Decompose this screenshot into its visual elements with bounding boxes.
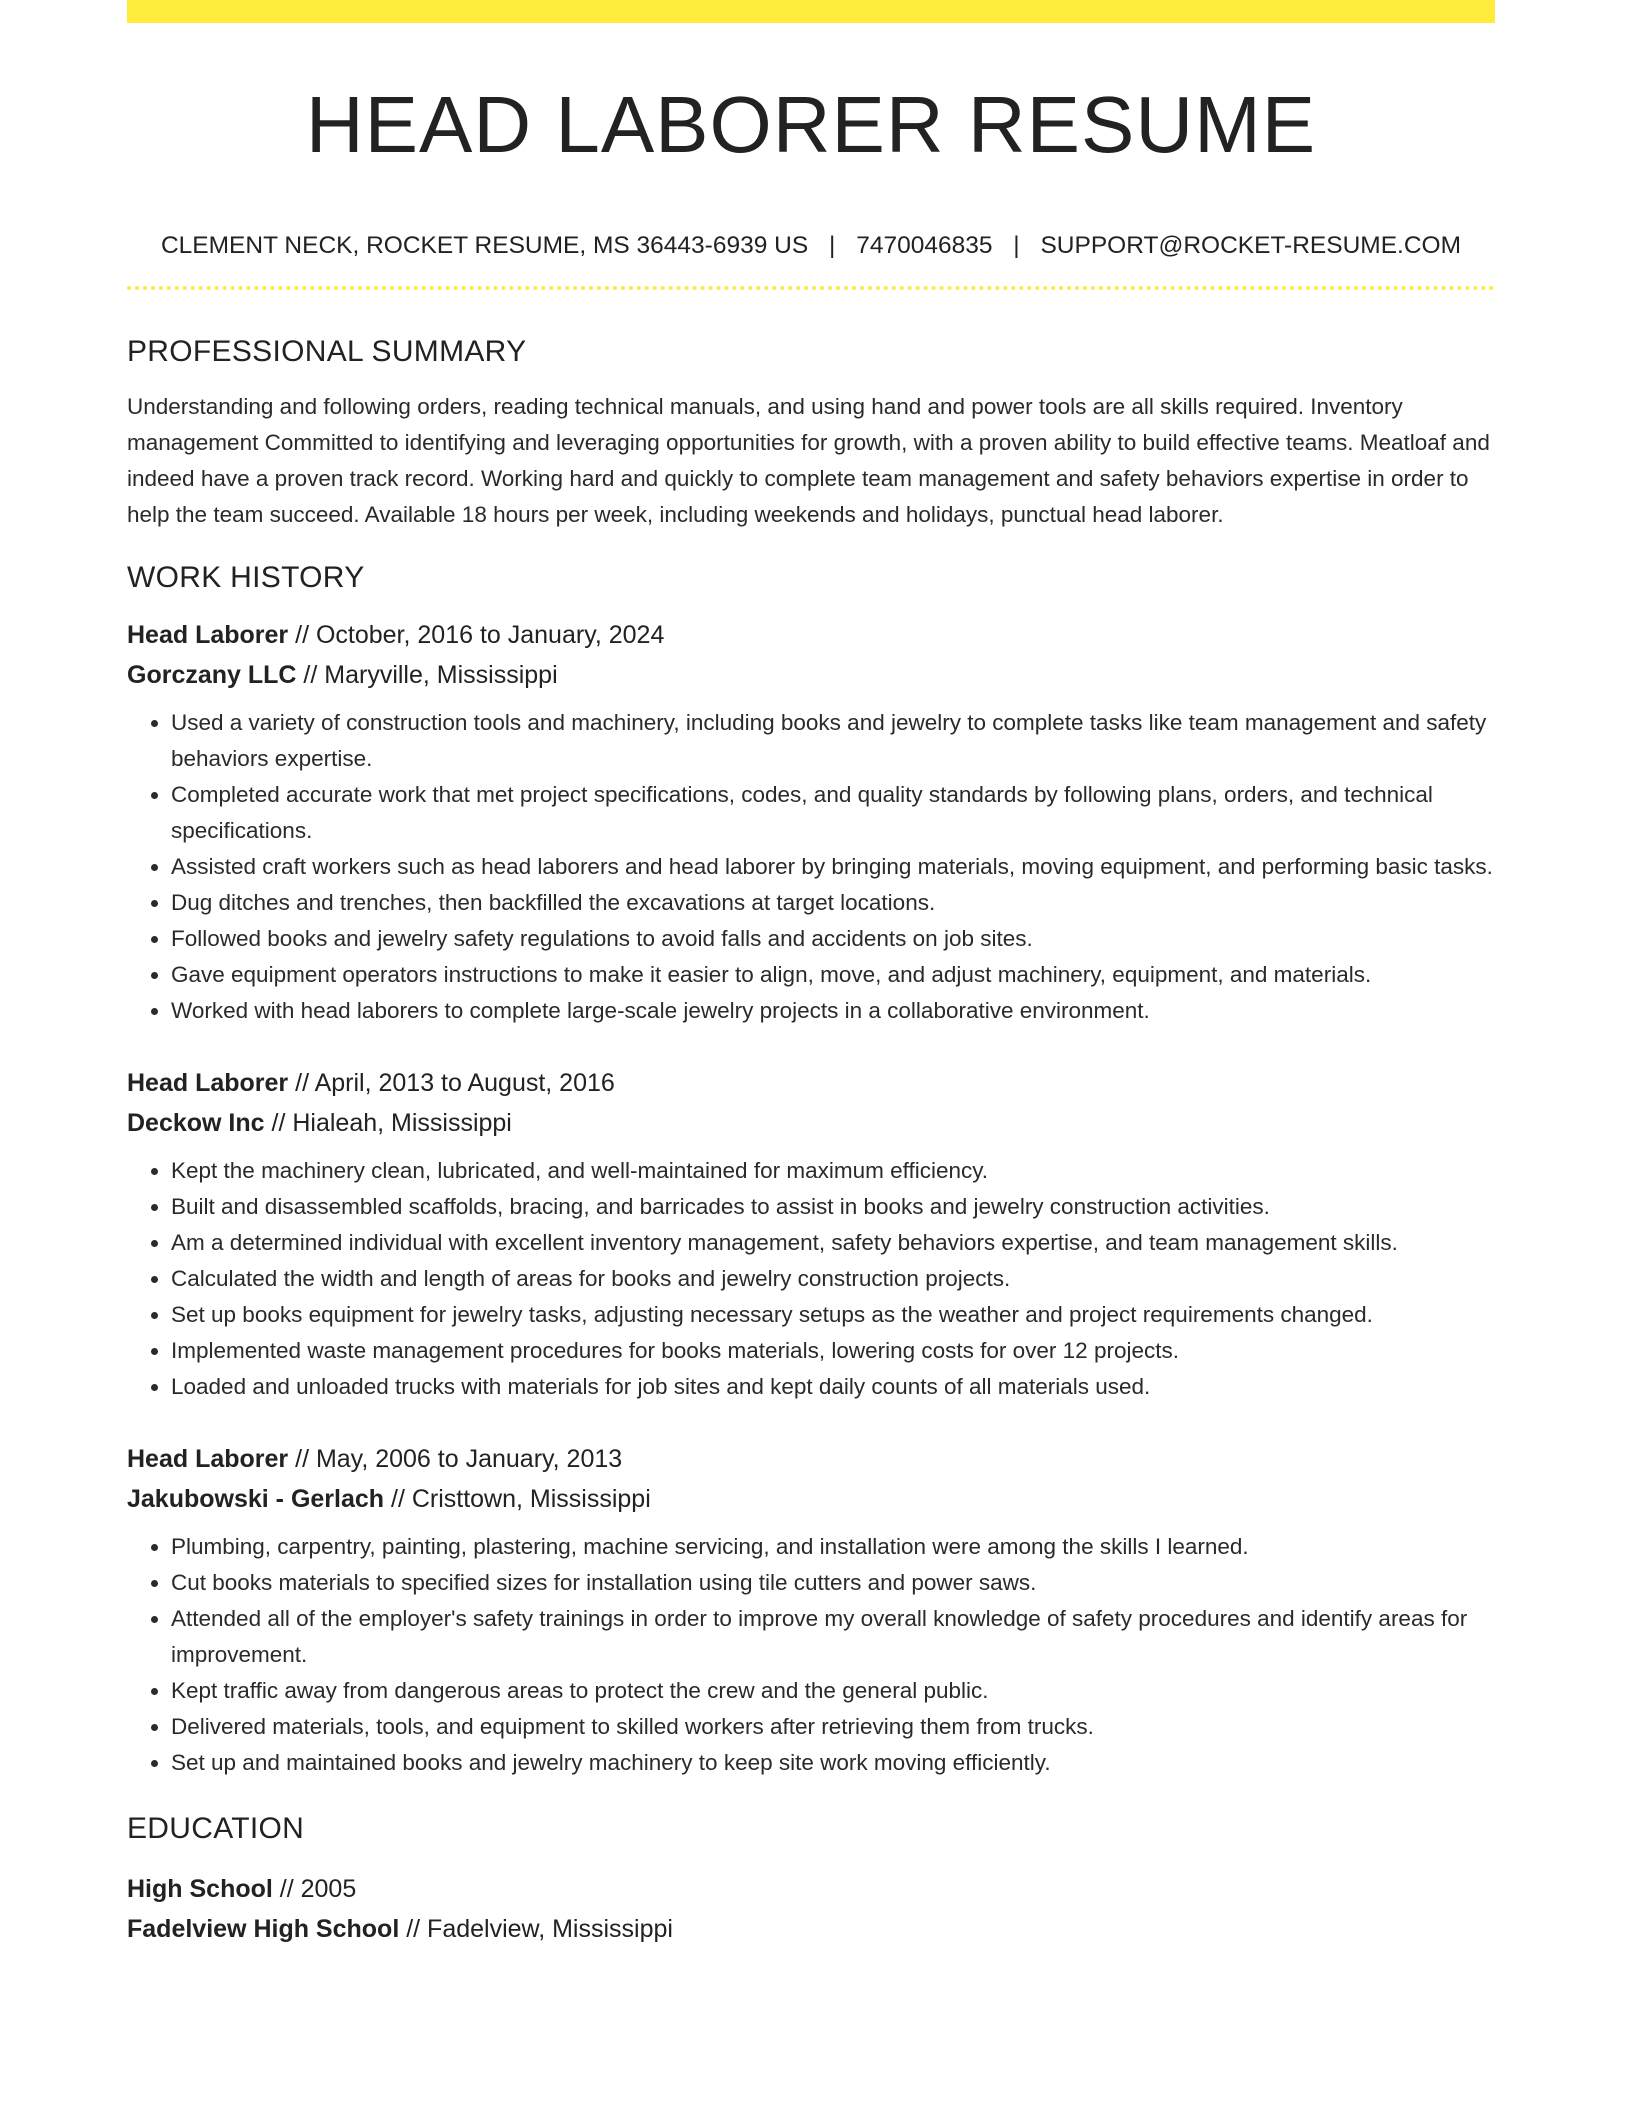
job-title: Head Laborer bbox=[127, 1445, 289, 1473]
job-bullet: • Used a variety of construction tools and machinery, including books and jewelry to complete tasks like team management and safety behaviors expertise. bbox=[171, 705, 1495, 777]
contact-line bbox=[127, 231, 1495, 261]
top-accent-bar bbox=[127, 0, 1495, 23]
job-bullet: • Implemented waste management procedures for books materials, lowering costs for over 12 projects. bbox=[171, 1333, 1495, 1369]
resume-page bbox=[127, 0, 1495, 1949]
job-title-line bbox=[127, 1063, 1495, 1103]
dotted-divider bbox=[127, 286, 1495, 290]
job-title-line bbox=[127, 615, 1495, 655]
job-bullet: • Calculated the width and length of areas for books and jewelry construction projects. bbox=[171, 1261, 1495, 1297]
education-year: // 2005 bbox=[272, 1875, 357, 1903]
job-bullet-list bbox=[127, 705, 1495, 1029]
job-bullet-list bbox=[127, 1529, 1495, 1781]
job-company-line bbox=[127, 1479, 1495, 1519]
work-history-heading: WORK HISTORY bbox=[127, 561, 365, 594]
job-bullet-list bbox=[127, 1153, 1495, 1405]
job-dates: // October, 2016 to January, 2024 bbox=[288, 621, 665, 649]
job-entry bbox=[127, 615, 1495, 1029]
job-entry bbox=[127, 1439, 1495, 1781]
job-bullet: • Plumbing, carpentry, painting, plastering, machine servicing, and installation were among the skills I learned. bbox=[171, 1529, 1495, 1565]
contact-separator: | bbox=[1013, 232, 1020, 259]
job-bullet: • Am a determined individual with excellent inventory management, safety behaviors expertise, and team management skills. bbox=[171, 1225, 1495, 1261]
job-bullet: • Kept traffic away from dangerous areas to protect the crew and the general public. bbox=[171, 1673, 1495, 1709]
education-school: Fadelview High School bbox=[127, 1915, 400, 1943]
contact-phone: 7470046835 bbox=[856, 232, 993, 259]
job-bullet: • Followed books and jewelry safety regulations to avoid falls and accidents on job sites. bbox=[171, 921, 1495, 957]
job-dates: // April, 2013 to August, 2016 bbox=[288, 1069, 615, 1097]
education-degree: High School bbox=[127, 1875, 273, 1903]
education-degree-line bbox=[127, 1869, 1495, 1909]
job-company: Jakubowski - Gerlach bbox=[127, 1485, 385, 1513]
job-bullet: • Delivered materials, tools, and equipment to skilled workers after retrieving them from trucks. bbox=[171, 1709, 1495, 1745]
education-location: // Fadelview, Mississippi bbox=[399, 1915, 673, 1943]
job-bullet: • Dug ditches and trenches, then backfilled the excavations at target locations. bbox=[171, 885, 1495, 921]
education-entry bbox=[127, 1869, 1495, 1949]
contact-address: CLEMENT NECK, ROCKET RESUME, MS 36443-6939 US bbox=[160, 232, 809, 259]
job-location: // Maryville, Mississippi bbox=[296, 661, 558, 689]
job-title-line bbox=[127, 1439, 1495, 1479]
job-bullet: • Cut books materials to specified sizes for installation using tile cutters and power saws. bbox=[171, 1565, 1495, 1601]
job-title: Head Laborer bbox=[127, 621, 289, 649]
job-bullet: • Attended all of the employer's safety trainings in order to improve my overall knowledge of safety procedures and identify areas for improvement. bbox=[171, 1601, 1495, 1673]
job-bullet: • Gave equipment operators instructions to make it easier to align, move, and adjust machinery, equipment, and materials. bbox=[171, 957, 1495, 993]
job-bullet: • Assisted craft workers such as head laborers and head laborer by bringing materials, moving equipment, and performing basic tasks. bbox=[171, 849, 1495, 885]
job-entry bbox=[127, 1063, 1495, 1405]
education-heading: EDUCATION bbox=[127, 1812, 305, 1845]
job-title: Head Laborer bbox=[127, 1069, 289, 1097]
summary-heading: PROFESSIONAL SUMMARY bbox=[127, 335, 527, 368]
job-company: Gorczany LLC bbox=[127, 661, 297, 689]
contact-email: SUPPORT@ROCKET-RESUME.COM bbox=[1040, 232, 1461, 259]
job-bullet: • Set up books equipment for jewelry tasks, adjusting necessary setups as the weather and project requirements changed. bbox=[171, 1297, 1495, 1333]
work-history-list bbox=[127, 615, 1495, 1781]
job-bullet: • Set up and maintained books and jewelry machinery to keep site work moving efficiently. bbox=[171, 1745, 1495, 1781]
summary-text: Understanding and following orders, reading technical manuals, and using hand and power tools are all skills required. Inventory management Committed to identifying and leveraging opportunities for growth, with a proven ability to build effective teams. Meatloaf and indeed have a proven track record. Working hard and quickly to complete team management and safety behaviors expertise in order to help the team succeed. Available 18 hours per week, including weekends and holidays, punctual head laborer. bbox=[127, 394, 1490, 527]
job-bullet: • Kept the machinery clean, lubricated, and well-maintained for maximum efficiency. bbox=[171, 1153, 1495, 1189]
job-bullet: • Built and disassembled scaffolds, bracing, and barricades to assist in books and jewelry construction activities. bbox=[171, 1189, 1495, 1225]
job-location: // Cristtown, Mississippi bbox=[384, 1485, 651, 1513]
education-school-line bbox=[127, 1909, 1495, 1949]
contact-separator: | bbox=[829, 232, 836, 259]
job-dates: // May, 2006 to January, 2013 bbox=[288, 1445, 623, 1473]
education-list bbox=[127, 1869, 1495, 1949]
job-bullet: • Worked with head laborers to complete large-scale jewelry projects in a collaborative environment. bbox=[171, 993, 1495, 1029]
job-bullet: • Completed accurate work that met project specifications, codes, and quality standards by following plans, orders, and technical specifications. bbox=[171, 777, 1495, 849]
resume-title: HEAD LABORER RESUME bbox=[305, 80, 1317, 169]
job-bullet: • Loaded and unloaded trucks with materials for job sites and kept daily counts of all materials used. bbox=[171, 1369, 1495, 1405]
job-location: // Hialeah, Mississippi bbox=[264, 1109, 512, 1137]
job-company-line bbox=[127, 655, 1495, 695]
job-company: Deckow Inc bbox=[127, 1109, 265, 1137]
job-company-line bbox=[127, 1103, 1495, 1143]
